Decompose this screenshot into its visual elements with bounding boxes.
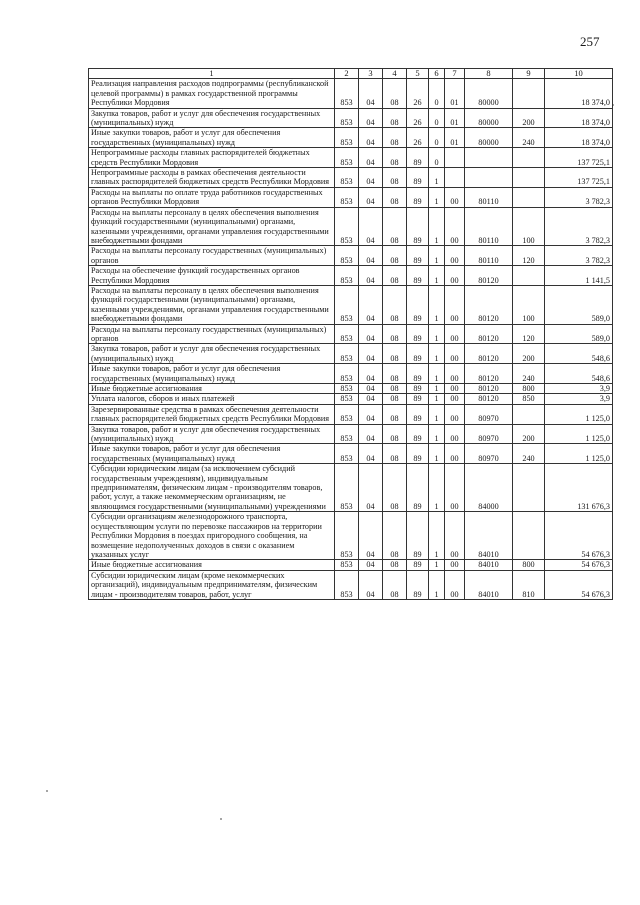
direction-code: 80110	[465, 246, 513, 266]
activity-code: 00	[445, 464, 465, 512]
amount: 1 125,0	[545, 444, 613, 464]
ministry-code: 853	[335, 364, 359, 384]
ministry-code: 853	[335, 464, 359, 512]
activity-code: 00	[445, 394, 465, 404]
amount: 3 782,3	[545, 187, 613, 207]
subprogram-code: 1	[429, 512, 445, 560]
section-code: 04	[359, 404, 383, 424]
table-row	[89, 246, 613, 266]
header-cell: 3	[359, 69, 383, 79]
subsection-code: 08	[383, 344, 407, 364]
ministry-code: 853	[335, 285, 359, 324]
program-code: 26	[407, 128, 429, 148]
subsection-code: 08	[383, 384, 407, 394]
subprogram-code: 1	[429, 394, 445, 404]
program-code: 89	[407, 187, 429, 207]
activity-code: 00	[445, 324, 465, 344]
activity-code: 00	[445, 570, 465, 599]
subprogram-code: 1	[429, 324, 445, 344]
amount: 137 725,1	[545, 148, 613, 168]
row-description: Субсидии юридическим лицам (кроме некоммерческих организаций), индивидуальным предпринимателям, физическим лицам - производителям товаров, работ, услуг	[89, 570, 335, 599]
program-code: 89	[407, 560, 429, 570]
activity-code: 00	[445, 384, 465, 394]
amount: 3,9	[545, 384, 613, 394]
direction-code: 84000	[465, 464, 513, 512]
expense-type-code: 800	[513, 560, 545, 570]
activity-code: 00	[445, 285, 465, 324]
direction-code: 80970	[465, 424, 513, 444]
table-row	[89, 560, 613, 570]
expense-type-code: 240	[513, 364, 545, 384]
subsection-code: 08	[383, 246, 407, 266]
activity-code: 00	[445, 560, 465, 570]
direction-code: 80120	[465, 285, 513, 324]
activity-code: 01	[445, 79, 465, 108]
subsection-code: 08	[383, 79, 407, 108]
subsection-code: 08	[383, 570, 407, 599]
program-code: 89	[407, 404, 429, 424]
expense-type-code	[513, 464, 545, 512]
subprogram-code: 1	[429, 285, 445, 324]
table-row	[89, 344, 613, 364]
scan-speck	[220, 818, 222, 820]
expense-type-code: 810	[513, 570, 545, 599]
activity-code: 00	[445, 246, 465, 266]
section-code: 04	[359, 424, 383, 444]
direction-code: 80120	[465, 266, 513, 286]
activity-code: 00	[445, 404, 465, 424]
section-code: 04	[359, 108, 383, 128]
program-code: 89	[407, 324, 429, 344]
amount: 3 782,3	[545, 246, 613, 266]
activity-code: 00	[445, 187, 465, 207]
row-description: Расходы на выплаты персоналу государственных (муниципальных) органов	[89, 324, 335, 344]
expense-type-code: 100	[513, 285, 545, 324]
subsection-code: 08	[383, 324, 407, 344]
ministry-code: 853	[335, 168, 359, 188]
program-code: 89	[407, 512, 429, 560]
budget-table	[88, 68, 613, 600]
section-code: 04	[359, 560, 383, 570]
expense-type-code: 120	[513, 246, 545, 266]
program-code: 89	[407, 266, 429, 286]
program-code: 89	[407, 148, 429, 168]
direction-code: 80120	[465, 364, 513, 384]
subprogram-code: 1	[429, 464, 445, 512]
expense-type-code: 100	[513, 207, 545, 246]
ministry-code: 853	[335, 324, 359, 344]
section-code: 04	[359, 168, 383, 188]
activity-code: 00	[445, 512, 465, 560]
section-code: 04	[359, 464, 383, 512]
row-description: Расходы на выплаты персоналу в целях обеспечения выполнения функций государственными (муниципальными) органами, казенными учреждениями, органами управления государственными внебюджетными фондами	[89, 207, 335, 246]
table-row	[89, 512, 613, 560]
subprogram-code: 1	[429, 424, 445, 444]
page-number: 257	[580, 34, 600, 49]
ministry-code: 853	[335, 207, 359, 246]
program-code: 89	[407, 444, 429, 464]
subprogram-code: 1	[429, 187, 445, 207]
subprogram-code: 0	[429, 128, 445, 148]
row-description: Расходы на выплаты персоналу государственных (муниципальных) органов	[89, 246, 335, 266]
subsection-code: 08	[383, 187, 407, 207]
amount: 3 782,3	[545, 207, 613, 246]
table-row	[89, 364, 613, 384]
activity-code: 01	[445, 108, 465, 128]
direction-code: 80110	[465, 207, 513, 246]
ministry-code: 853	[335, 108, 359, 128]
ministry-code: 853	[335, 128, 359, 148]
amount: 3,9	[545, 394, 613, 404]
row-description: Субсидии юридическим лицам (за исключением субсидий государственным учреждениям), индивидуальным предпринимателям, физическим лицам - производителям товаров, работ, услуг, а также некоммерческим организациям, не являющимся государственными (муниципальными) учреждениями	[89, 464, 335, 512]
table-row	[89, 168, 613, 188]
row-description: Закупка товаров, работ и услуг для обеспечения государственных (муниципальных) нужд	[89, 108, 335, 128]
activity-code	[445, 168, 465, 188]
expense-type-code	[513, 79, 545, 108]
section-code: 04	[359, 128, 383, 148]
subprogram-code: 1	[429, 384, 445, 394]
ministry-code: 853	[335, 560, 359, 570]
subsection-code: 08	[383, 512, 407, 560]
row-description: Непрограммные расходы главных распорядителей бюджетных средств Республики Мордовия	[89, 148, 335, 168]
subsection-code: 08	[383, 266, 407, 286]
section-code: 04	[359, 364, 383, 384]
amount: 589,0	[545, 285, 613, 324]
section-code: 04	[359, 79, 383, 108]
section-code: 04	[359, 570, 383, 599]
amount: 589,0	[545, 324, 613, 344]
program-code: 89	[407, 168, 429, 188]
table-row	[89, 79, 613, 108]
direction-code: 80120	[465, 394, 513, 404]
amount: 18 374,0	[545, 128, 613, 148]
row-description: Закупка товаров, работ и услуг для обеспечения государственных (муниципальных) нужд	[89, 344, 335, 364]
row-description: Расходы на обеспечение функций государственных органов Республики Мордовия	[89, 266, 335, 286]
expense-type-code	[513, 512, 545, 560]
direction-code: 80000	[465, 79, 513, 108]
direction-code: 84010	[465, 560, 513, 570]
row-description: Расходы на выплаты по оплате труда работников государственных органов Республики Мордовия	[89, 187, 335, 207]
program-code: 89	[407, 364, 429, 384]
subprogram-code: 0	[429, 108, 445, 128]
subprogram-code: 0	[429, 79, 445, 108]
amount: 1 125,0	[545, 424, 613, 444]
direction-code: 84010	[465, 512, 513, 560]
program-code: 89	[407, 464, 429, 512]
direction-code: 80970	[465, 404, 513, 424]
section-code: 04	[359, 324, 383, 344]
table-row	[89, 207, 613, 246]
subsection-code: 08	[383, 168, 407, 188]
table-row	[89, 444, 613, 464]
direction-code	[465, 168, 513, 188]
amount: 548,6	[545, 344, 613, 364]
row-description: Иные закупки товаров, работ и услуг для обеспечения государственных (муниципальных) нужд	[89, 444, 335, 464]
expense-type-code: 240	[513, 128, 545, 148]
subprogram-code: 1	[429, 364, 445, 384]
table-row	[89, 148, 613, 168]
row-description: Уплата налогов, сборов и иных платежей	[89, 394, 335, 404]
subprogram-code: 1	[429, 344, 445, 364]
row-description: Иные бюджетные ассигнования	[89, 384, 335, 394]
ministry-code: 853	[335, 187, 359, 207]
direction-code: 80000	[465, 128, 513, 148]
header-cell: 8	[465, 69, 513, 79]
amount: 548,6	[545, 364, 613, 384]
subsection-code: 08	[383, 464, 407, 512]
subsection-code: 08	[383, 560, 407, 570]
table-row	[89, 266, 613, 286]
direction-code: 80120	[465, 384, 513, 394]
section-code: 04	[359, 246, 383, 266]
expense-type-code	[513, 187, 545, 207]
ministry-code: 853	[335, 404, 359, 424]
expense-type-code	[513, 404, 545, 424]
section-code: 04	[359, 394, 383, 404]
activity-code: 00	[445, 266, 465, 286]
header-cell: 2	[335, 69, 359, 79]
expense-type-code: 200	[513, 344, 545, 364]
expense-type-code: 240	[513, 444, 545, 464]
expense-type-code: 120	[513, 324, 545, 344]
activity-code: 00	[445, 344, 465, 364]
subprogram-code: 1	[429, 560, 445, 570]
header-row	[89, 69, 613, 79]
header-cell: 1	[89, 69, 335, 79]
subprogram-code: 1	[429, 444, 445, 464]
ministry-code: 853	[335, 512, 359, 560]
header-cell: 9	[513, 69, 545, 79]
expense-type-code	[513, 266, 545, 286]
section-code: 04	[359, 207, 383, 246]
subprogram-code: 1	[429, 266, 445, 286]
section-code: 04	[359, 512, 383, 560]
subsection-code: 08	[383, 394, 407, 404]
header-cell: 5	[407, 69, 429, 79]
table-row	[89, 570, 613, 599]
subprogram-code: 1	[429, 168, 445, 188]
ministry-code: 853	[335, 266, 359, 286]
section-code: 04	[359, 187, 383, 207]
activity-code: 00	[445, 207, 465, 246]
subsection-code: 08	[383, 148, 407, 168]
row-description: Непрограммные расходы в рамках обеспечения деятельности главных распорядителей бюджетных средств Республики Мордовия	[89, 168, 335, 188]
program-code: 89	[407, 570, 429, 599]
expense-type-code: 200	[513, 424, 545, 444]
amount: 1 125,0	[545, 404, 613, 424]
section-code: 04	[359, 266, 383, 286]
header-cell: 7	[445, 69, 465, 79]
ministry-code: 853	[335, 246, 359, 266]
amount: 1 141,5	[545, 266, 613, 286]
activity-code: 01	[445, 128, 465, 148]
subsection-code: 08	[383, 424, 407, 444]
subprogram-code: 1	[429, 404, 445, 424]
subprogram-code: 0	[429, 148, 445, 168]
subsection-code: 08	[383, 444, 407, 464]
direction-code: 80110	[465, 187, 513, 207]
subsection-code: 08	[383, 364, 407, 384]
header-cell: 6	[429, 69, 445, 79]
amount: 54 676,3	[545, 560, 613, 570]
subsection-code: 08	[383, 207, 407, 246]
program-code: 89	[407, 424, 429, 444]
row-description: Иные бюджетные ассигнования	[89, 560, 335, 570]
row-description: Расходы на выплаты персоналу в целях обеспечения выполнения функций государственными (муниципальными) органами, казенными учреждениями, органами управления государственными внебюджетными фондами	[89, 285, 335, 324]
table-row	[89, 187, 613, 207]
program-code: 89	[407, 344, 429, 364]
header-cell: 10	[545, 69, 613, 79]
amount: 137 725,1	[545, 168, 613, 188]
row-description: Закупка товаров, работ и услуг для обеспечения государственных (муниципальных) нужд	[89, 424, 335, 444]
subsection-code: 08	[383, 285, 407, 324]
section-code: 04	[359, 148, 383, 168]
amount: 18 374,0	[545, 108, 613, 128]
row-description: Субсидии организациям железнодорожного транспорта, осуществляющим услуги по перевозке пассажиров на территории Республики Мордовия в поездах пригородного сообщения, на возмещение недополученных доходов в связи с оказанием указанных услуг	[89, 512, 335, 560]
subprogram-code: 1	[429, 246, 445, 266]
amount: 18 374,0	[545, 79, 613, 108]
subsection-code: 08	[383, 108, 407, 128]
ministry-code: 853	[335, 424, 359, 444]
subsection-code: 08	[383, 128, 407, 148]
amount: 54 676,3	[545, 512, 613, 560]
program-code: 89	[407, 207, 429, 246]
direction-code: 80000	[465, 108, 513, 128]
row-description: Иные закупки товаров, работ и услуг для обеспечения государственных (муниципальных) нужд	[89, 364, 335, 384]
direction-code: 80970	[465, 444, 513, 464]
section-code: 04	[359, 384, 383, 394]
direction-code: 84010	[465, 570, 513, 599]
table-row	[89, 404, 613, 424]
direction-code: 80120	[465, 324, 513, 344]
expense-type-code: 800	[513, 384, 545, 394]
activity-code: 00	[445, 424, 465, 444]
table-row	[89, 384, 613, 394]
ministry-code: 853	[335, 444, 359, 464]
program-code: 89	[407, 246, 429, 266]
ministry-code: 853	[335, 570, 359, 599]
table-row	[89, 324, 613, 344]
row-description: Реализация направления расходов подпрограммы (республиканской целевой программы) в рамках государственной программы Республики Мордовия	[89, 79, 335, 108]
ministry-code: 853	[335, 394, 359, 404]
table-row	[89, 128, 613, 148]
subsection-code: 08	[383, 404, 407, 424]
activity-code	[445, 148, 465, 168]
activity-code: 00	[445, 364, 465, 384]
program-code: 26	[407, 108, 429, 128]
table-row	[89, 285, 613, 324]
ministry-code: 853	[335, 79, 359, 108]
subprogram-code: 1	[429, 570, 445, 599]
expense-type-code: 850	[513, 394, 545, 404]
subprogram-code: 1	[429, 207, 445, 246]
table-row	[89, 464, 613, 512]
section-code: 04	[359, 285, 383, 324]
table-body	[89, 79, 613, 600]
row-description: Зарезервированные средства в рамках обеспечения деятельности главных распорядителей бюджетных средств Республики Мордовия	[89, 404, 335, 424]
direction-code: 80120	[465, 344, 513, 364]
program-code: 26	[407, 79, 429, 108]
direction-code	[465, 148, 513, 168]
table-row	[89, 394, 613, 404]
ministry-code: 853	[335, 148, 359, 168]
amount: 54 676,3	[545, 570, 613, 599]
header-cell: 4	[383, 69, 407, 79]
expense-type-code	[513, 168, 545, 188]
row-description: Иные закупки товаров, работ и услуг для обеспечения государственных (муниципальных) нужд	[89, 128, 335, 148]
program-code: 89	[407, 384, 429, 394]
ministry-code: 853	[335, 384, 359, 394]
scan-speck	[46, 790, 48, 792]
table-row	[89, 424, 613, 444]
amount: 131 676,3	[545, 464, 613, 512]
table-row	[89, 108, 613, 128]
program-code: 89	[407, 285, 429, 324]
activity-code: 00	[445, 444, 465, 464]
expense-type-code: 200	[513, 108, 545, 128]
ministry-code: 853	[335, 344, 359, 364]
program-code: 89	[407, 394, 429, 404]
section-code: 04	[359, 344, 383, 364]
expense-type-code	[513, 148, 545, 168]
section-code: 04	[359, 444, 383, 464]
